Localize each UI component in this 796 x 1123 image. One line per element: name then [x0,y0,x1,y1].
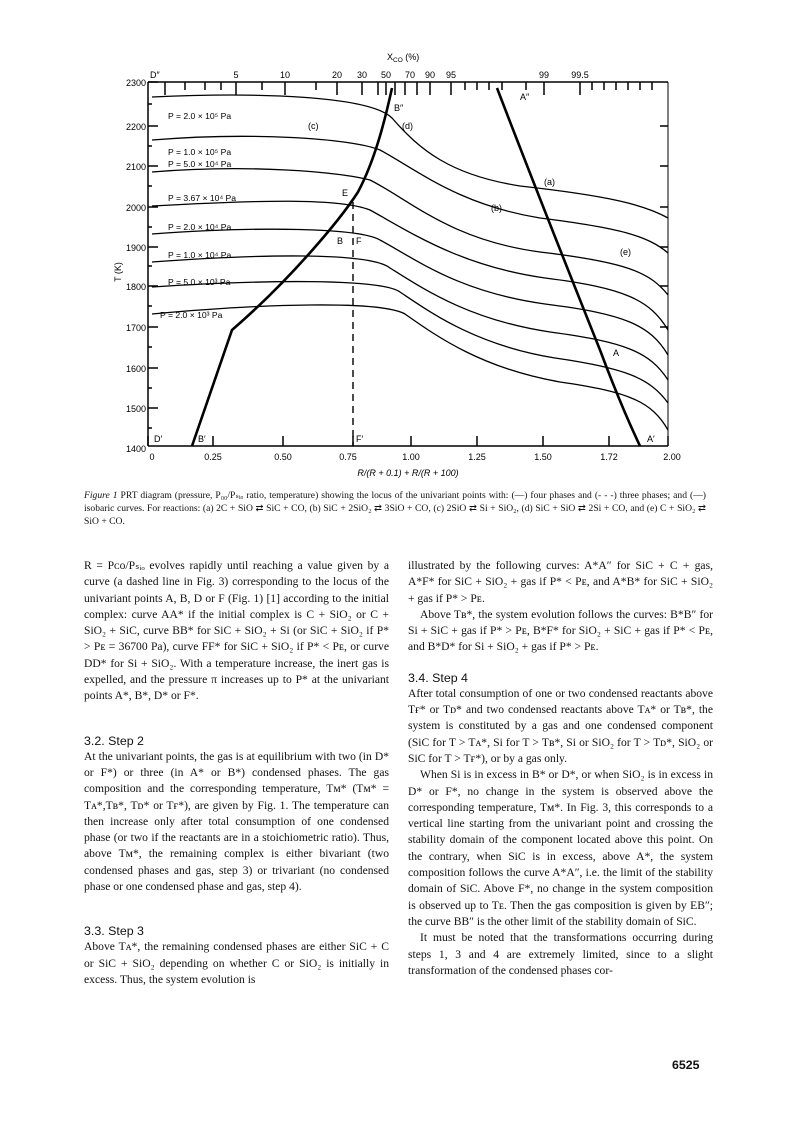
paragraph: illustrated by the following curves: A*A″ for SiC + C + gas, A*F* for SiC + SiO₂ + gas if P* < Pᴇ, and A*B* for SiC + SiO₂ + gas if P* > Pᴇ. [408,559,713,605]
top-tick-label: 10 [279,70,291,80]
isobar-curve [152,282,668,403]
isobar-label: P = 1.0 × 10⁵ Pa [168,147,232,157]
page-number: 6525 [672,1058,700,1072]
section-heading: 3.3. Step 3 [84,924,144,939]
paragraph: R = Pᴄᴏ/Pₛᵢₒ evolves rapidly until reaching a value given by a curve (a dashed line in Fig. 3) corresponding to the locus of the univariant points A, B, D or F (Fig. 1) [1] according to the initial complex: curve AA* if the initial complex is C + SiO₂ or C + SiO₂ + SiC, curve BB* for SiC + SiO₂ + Si (or SiC + SiO₂ if P* > Pᴇ = 36700 Pa), curve FF* for SiC + SiO₂ if P* < Pᴇ, or curve DD* for Si + SiO₂. With a temperature increase, the inert gas is expelled, and the pressure π increases up to P* at the univariant points A*, B*, D* or F*. [84,559,389,703]
point-label: B′ [198,434,206,444]
region-label: (c) [308,121,319,131]
paragraph: At the univariant points, the gas is at equilibrium with two (in D* or F*) or three (in A* or B*) condensed phases. The gas composition and the corresponding temperature, Tᴍ* (Tᴍ* = Tᴀ*,Tʙ*, Tᴅ* or Tғ*), are given by Fig. 1. The temperature can then increase only after total consumption of one condensed phase (or two if the reactants are in a stoichiometric ratio). Thus, above Tᴍ*, the remaining complex is either bivariant (two condensed phases and gas, step 3) or trivariant (no condensed phase or one condensed phase and gas, step 4). [84,749,389,894]
point-label: F [356,236,362,246]
bottom-tick-label: 0 [149,452,155,462]
left-axis-ticks [148,82,158,428]
point-label: B″ [394,103,404,113]
left-tick-label: 1800 [125,282,146,292]
paragraph: After total consumption of one or two condensed reactants above Tғ* or Tᴅ* and two condensed reactants above Tᴀ* or Tʙ*, the system is constituted by a gas and one condensed component (SiC for T > Tᴀ*, Si for T > Tʙ*, Si or SiO₂ for T > Tᴅ*, SiO₂ or SiC for T > Tғ*), or by a gas only. [408,686,713,765]
left-tick-label: 1500 [125,404,146,414]
section-heading: 3.4. Step 4 [408,670,468,685]
top-tick-label: 99 [538,70,550,80]
section-heading: 3.2. Step 2 [84,733,144,748]
left-tick-label: 1400 [125,444,146,454]
point-label: A [613,348,620,358]
bottom-tick-label: 0.25 [204,452,222,462]
left-tick-label: 2200 [125,122,146,132]
right-column [408,558,713,979]
right-axis-ticks [660,126,668,327]
bottom-tick-label: 1.50 [534,452,552,462]
bottom-axis-labels [149,452,680,462]
isobar-label: P = 2.0 × 10³ Pa [160,310,223,320]
x-axis-label: R/(R + 0.1) + R/(R + 100) [357,468,459,478]
paragraph: Above Tʙ*, the system evolution follows the curves: B*B″ for Si + SiC + gas if P* > Pᴇ, B*F* for SiO₂ + SiC + gas if P* < Pᴇ, and B*D* for Si + SiO₂ + gas if P* > Pᴇ. [408,607,713,654]
isobar-label: P = 5.0 × 10⁴ Pa [168,159,232,169]
left-tick-label: 2100 [125,162,146,172]
point-label: B [337,236,344,246]
point-label: F′ [356,434,364,444]
isobar-label: P = 1.0 × 10⁴ Pa [168,250,232,260]
region-label: (b) [491,203,502,213]
figure-caption-label: Figure 1 [84,490,118,501]
point-label: A″ [520,92,530,102]
bottom-axis-ticks [148,436,668,446]
top-tick-label: 5 [233,70,239,80]
top-tick-label: 30 [356,70,368,80]
point-label: D″ [150,70,160,80]
top-tick-label: 70 [404,70,416,80]
isobar-label: P = 3.67 × 10⁴ Pa [168,193,237,203]
top-axis-ticks [165,82,652,95]
isobar-labels [160,111,236,320]
paragraph: When Si is in excess in B* or D*, or when SiO₂ is in excess in D* or F*, no change in the system is observed above the corresponding temperature, Tᴍ*. In Fig. 3, this corresponds to a vertical line starting from the univariant point and crossing the stability domain of the component located above this point. On the contrary, when SiC is in excess, above A*, the system composition follows the curve A*A″, i.e. the limit of the stability domain of SiC. Above F*, no change in the system composition is observed up to Tᴇ. Then the gas composition is given by EB″; the curve BB″ is the other limit of the stability domain of SiC. [408,768,713,928]
bottom-tick-label: 1.00 [402,452,420,462]
top-tick-label: 20 [331,70,343,80]
left-tick-label: 1900 [125,243,146,253]
paragraph: It must be noted that the transformations occurring during steps 1, 3 and 4 are extremely limited, since to a slight transformation of the condensed phases cor- [408,931,713,977]
isobar-label: P = 2.0 × 10⁵ Pa [168,111,232,121]
figure-caption [84,489,706,528]
y-axis-label: T (K) [113,262,123,282]
top-tick-label: 99.5 [571,70,589,80]
locus-aa [497,88,640,446]
point-label: D′ [154,434,163,444]
left-column [84,558,389,988]
isobar-label: P = 5.0 × 10³ Pa [168,277,231,287]
bottom-tick-label: 0.50 [274,452,292,462]
point-label: A′ [647,434,655,444]
bottom-tick-label: 0.75 [339,452,357,462]
paragraph: Above Tᴀ*, the remaining condensed phases are either SiC + C or SiC + SiO₂ depending on whether C or SiO₂ is initially in excess. Thus, the system evolution is [84,940,389,986]
region-label: (e) [620,247,631,257]
top-axis-title: $X_{CO}$ (%) [387,52,420,64]
prt-diagram [0,0,796,480]
bottom-tick-label: 1.25 [468,452,486,462]
left-tick-label: 1700 [125,323,146,333]
point-label: E [342,188,349,198]
top-tick-label: 50 [380,70,392,80]
left-tick-label: 2300 [125,78,146,88]
region-label: (a) [544,177,555,187]
left-tick-label: 1600 [125,364,146,374]
figure-caption-text: PRT diagram (pressure, P₀₀/Pₛᵢₒ ratio, temperature) showing the locus of the univariant points with: (—) four phases and (- - -) three phases; and (—) isobaric curves. For reactions: (a) 2C + SiO ⇄ SiC + CO, (b) SiC + 2SiO₂ ⇄ 3SiO + CO, (c) 2SiO ⇄ Si + SiO₂, (d) SiC + SiO ⇄ 2Si + CO, and (e) C + SiO₂ ⇄ SiO + CO. [84,490,706,527]
isobar-curves [152,95,668,430]
left-axis-labels [126,78,146,454]
bottom-tick-label: 1.72 [600,452,618,462]
region-label: (d) [402,121,413,131]
bottom-tick-label: 2.00 [663,452,681,462]
locus-bb [192,88,392,446]
isobar-label: P = 2.0 × 10⁴ Pa [168,222,232,232]
top-tick-label: 90 [424,70,436,80]
top-tick-label: 95 [445,70,457,80]
top-axis-labels [233,70,588,80]
left-tick-label: 2000 [125,203,146,213]
